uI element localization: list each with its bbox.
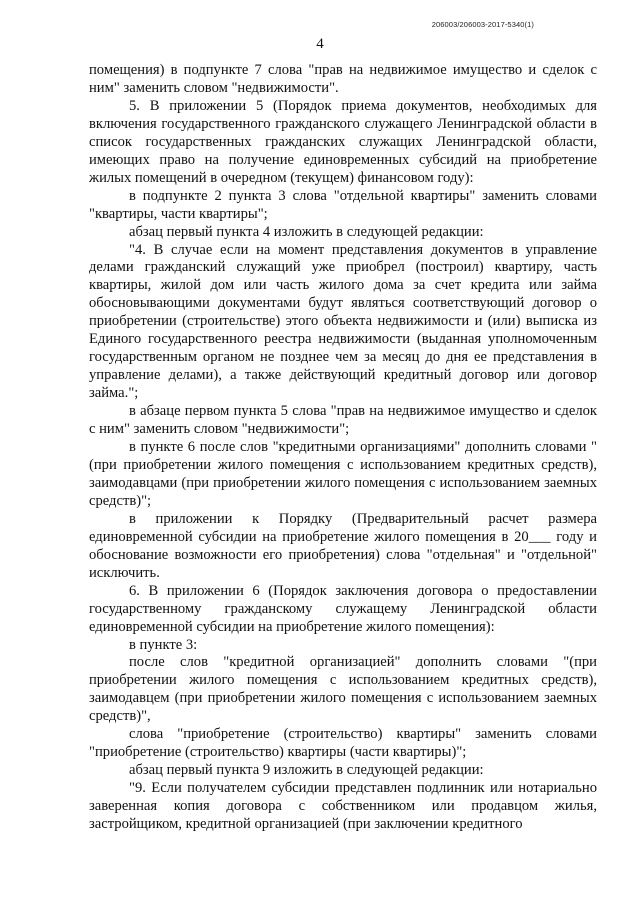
paragraph-12: слова "приобретение (строительство) квартиры" заменить словами "приобретение (строительство) квартиры (части квартиры)";	[89, 726, 597, 761]
paragraph-9: 6. В приложении 6 (Порядок заключения договора о предоставлении государственному гражданскому служащему Ленинградской области единовременной субсидии на приобретение жилого помещения):	[89, 582, 597, 635]
paragraph-6: в абзаце первом пункта 5 слова "прав на недвижимое имущество и сделок с ним" заменить словом "недвижимости";	[89, 403, 597, 438]
paragraph-5: "4. В случае если на момент представления документов в управление делами гражданский служащий уже приобрел (построил) квартиру, часть квартиры, жилой дом или часть жилого дома за счет кредита или займа обосновывающими документами будут являться соответствующий договор о приобретении (строительстве) этого объекта недвижимости и (или) выписка из Единого государственного реестра недвижимости (выданная уполномоченным государственным органом не позднее чем за месяц до дня ее представления в управление делами), а также действующий кредитный договор или договор займа.";	[89, 241, 597, 402]
paragraph-14: "9. Если получателем субсидии представлен подлинник или нотариально заверенная копия договора с собственником или продавцом жилья, застройщиком, кредитной организацией (при заключении кредитного	[89, 780, 597, 833]
document-body	[89, 62, 597, 834]
paragraph-10: в пункте 3:	[129, 636, 198, 653]
paragraph-1: помещения) в подпункте 7 слова "прав на недвижимое имущество и сделок с ним" заменить словом "недвижимости".	[89, 62, 597, 96]
page-number: 4	[316, 36, 324, 52]
paragraph-3: в подпункте 2 пункта 3 слова "отдельной квартиры" заменить словами "квартиры, части квартиры";	[89, 187, 597, 222]
paragraph-4: абзац первый пункта 4 изложить в следующей редакции:	[129, 223, 484, 240]
document-id: 206003/206003-2017-5340(1)	[431, 20, 534, 29]
paragraph-13: абзац первый пункта 9 изложить в следующей редакции:	[129, 762, 484, 779]
paragraph-7: в пункте 6 после слов "кредитными организациями" дополнить словами "(при приобретении жилого помещения с использованием кредитных средств), заимодавцами (при приобретении жилого помещения с использованием заемных средств)";	[89, 439, 597, 509]
paragraph-11: после слов "кредитной организацией" дополнить словами "(при приобретении жилого помещения с использованием кредитных средств), заимодавцем (при приобретении жилого помещения с использованием заемных средств)",	[89, 654, 597, 725]
paragraph-8: в приложении к Порядку (Предварительный расчет размера единовременной субсидии на приобретение жилого помещения в 20___ году и обоснование возможности его приобретения) слова "отдельная" и "отдельной" исключить.	[89, 510, 597, 581]
paragraph-2: 5. В приложении 5 (Порядок приема документов, необходимых для включения государственного гражданского служащего Ленинградской области в список государственных гражданских служащих Ленинградской области, имеющих право на получение единовременных субсидий на приобретение жилых помещений в очередном (текущем) финансовом году):	[89, 97, 597, 186]
